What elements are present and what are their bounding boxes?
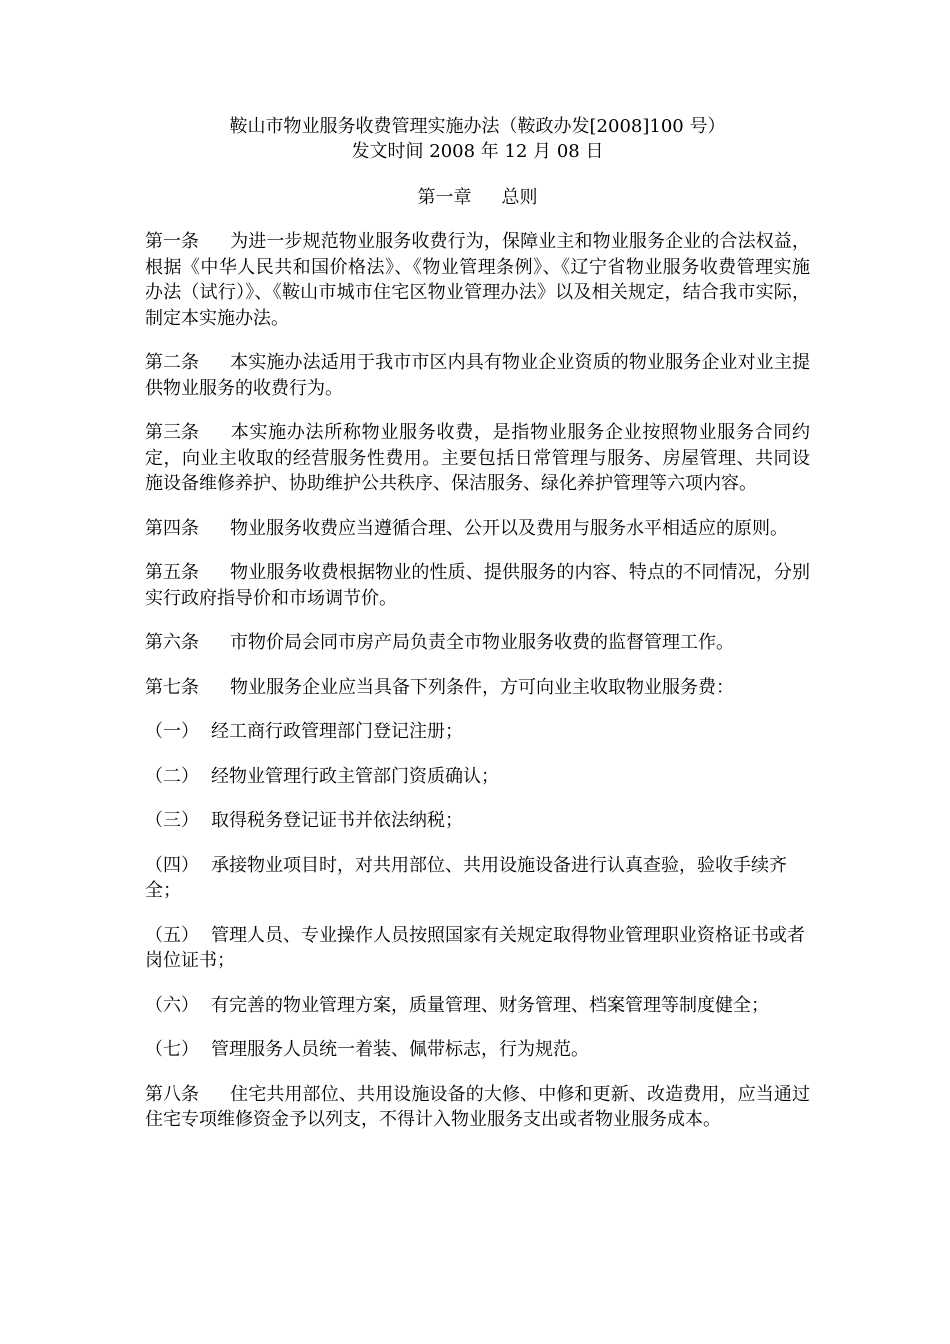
item-number: （三）: [145, 810, 199, 831]
item-number: （六）: [145, 994, 199, 1016]
article-text: 本实施办法所称物业服务收费，是指物业服务企业按照物业服务合同约定，向业主收取的经营服务性费用。主要包括日常管理与服务、房屋管理、共同设施设备维修养护、协助维护公共秩序、保洁服务、绿化养护管理等六项内容。: [145, 422, 810, 494]
article-text: 住宅共用部位、共用设施设备的大修、中修和更新、改造费用，应当通过住宅专项维修资金予以列支，不得计入物业服务支出或者物业服务成本。: [145, 1083, 810, 1130]
chapter-number: 第一章: [417, 187, 472, 208]
article-text: 市物价局会同市房产局负责全市物业服务收费的监督管理工作。: [230, 632, 734, 653]
chapter-heading: [145, 185, 810, 210]
article-8: [145, 1082, 810, 1133]
item-number: （五）: [145, 924, 199, 946]
condition-item-7: [145, 1037, 810, 1063]
article-3: [145, 420, 810, 497]
article-number: 第一条: [145, 231, 199, 252]
article-number: 第七条: [145, 676, 199, 698]
article-4: [145, 516, 810, 542]
item-text: 经工商行政管理部门登记注册；: [211, 721, 463, 742]
item-text: 取得税务登记证书并依法纳税；: [211, 810, 463, 831]
condition-item-1: [145, 719, 810, 745]
document-header: [145, 114, 810, 164]
article-text: 为进一步规范物业服务收费行为，保障业主和物业服务企业的合法权益，根据《中华人民共和国价格法》、《物业管理条例》、《辽宁省物业服务收费管理实施办法（试行）》、《鞍山市城市住宅区物业管理办法》以及相关规定，结合我市实际，制定本实施办法。: [145, 231, 810, 329]
article-number: 第五条: [145, 562, 199, 583]
document-title: 鞍山市物业服务收费管理实施办法（鞍政办发[2008]100 号）: [229, 116, 726, 137]
article-number: 第二条: [145, 352, 199, 373]
condition-item-4: [145, 853, 810, 904]
document-page: [145, 114, 810, 1152]
item-text: 承接物业项目时，对共用部位、共用设施设备进行认真查验，验收手续齐全；: [145, 854, 787, 901]
item-text: 有完善的物业管理方案，质量管理、财务管理、档案管理等制度健全；: [211, 994, 769, 1016]
item-number: （七）: [145, 1039, 199, 1060]
item-text: 管理服务人员统一着装、佩带标志，行为规范。: [211, 1039, 589, 1060]
item-number: （二）: [145, 765, 199, 787]
chapter-name: 总则: [501, 187, 538, 208]
item-number: （四）: [145, 854, 199, 876]
condition-item-6: [145, 993, 810, 1019]
article-7: [145, 675, 810, 701]
article-number: 第八条: [145, 1083, 199, 1105]
item-number: （一）: [145, 721, 199, 742]
condition-item-5: [145, 923, 810, 974]
article-5: [145, 560, 810, 611]
article-number: 第六条: [145, 632, 199, 653]
condition-item-3: [145, 808, 810, 834]
item-text: 经物业管理行政主管部门资质确认；: [211, 765, 499, 787]
article-text: 物业服务企业应当具备下列条件，方可向业主收取物业服务费：: [230, 676, 734, 698]
item-text: 管理人员、专业操作人员按照国家有关规定取得物业管理职业资格证书或者岗位证书；: [145, 924, 805, 971]
article-2: [145, 350, 810, 401]
article-text: 本实施办法适用于我市市区内具有物业企业资质的物业服务企业对业主提供物业服务的收费行为。: [145, 352, 810, 399]
article-1: [145, 229, 810, 331]
article-text: 物业服务收费根据物业的性质、提供服务的内容、特点的不同情况，分别实行政府指导价和市场调节价。: [145, 562, 810, 609]
article-number: 第三条: [145, 422, 199, 443]
document-date: 发文时间 2008 年 12 月 08 日: [351, 141, 604, 162]
article-6: [145, 630, 810, 656]
condition-item-2: [145, 764, 810, 790]
article-text: 物业服务收费应当遵循合理、公开以及费用与服务水平相适应的原则。: [230, 517, 788, 539]
article-number: 第四条: [145, 517, 199, 539]
